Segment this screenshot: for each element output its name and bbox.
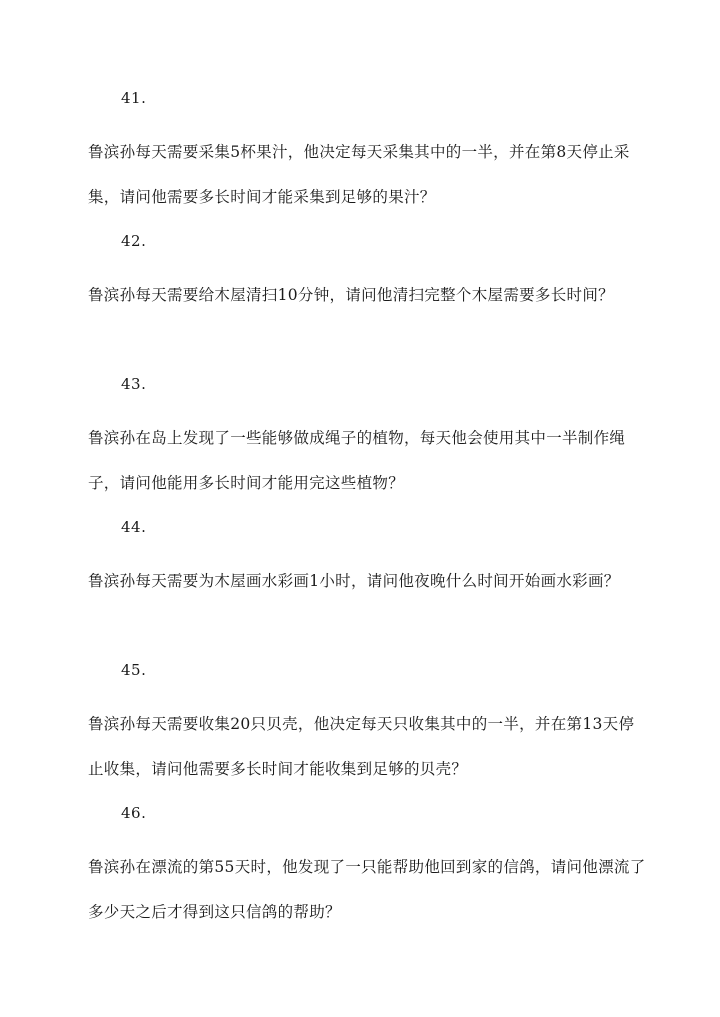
question-number: 43.	[121, 375, 147, 393]
question-number: 45.	[121, 661, 147, 679]
question-42	[88, 231, 648, 318]
question-41	[88, 88, 648, 220]
question-text: 鲁滨孙每天需要收集20只贝壳，他决定每天只收集其中的一半，并在第13天停止收集，请问他需要多长时间才能收集到足够的贝壳？	[88, 715, 635, 778]
question-number: 41.	[121, 89, 147, 107]
question-number: 42.	[121, 232, 147, 250]
question-45	[88, 660, 648, 792]
question-text: 鲁滨孙每天需要为木屋画水彩画1小时，请问他夜晚什么时间开始画水彩画？	[88, 572, 620, 590]
question-text: 鲁滨孙每天需要采集5杯果汁，他决定每天采集其中的一半，并在第8天停止采集，请问他需要多长时间才能采集到足够的果汁？	[88, 143, 630, 206]
question-number: 46.	[121, 804, 147, 822]
question-number: 44.	[121, 518, 147, 536]
question-43	[88, 374, 648, 506]
question-text: 鲁滨孙在岛上发现了一些能够做成绳子的植物，每天他会使用其中一半制作绳子，请问他能用多长时间才能用完这些植物？	[88, 429, 626, 492]
question-text: 鲁滨孙在漂流的第55天时，他发现了一只能帮助他回到家的信鸽，请问他漂流了多少天之后才得到这只信鸽的帮助？	[88, 858, 646, 921]
question-46	[88, 803, 648, 935]
question-44	[88, 517, 648, 604]
question-text: 鲁滨孙每天需要给木屋清扫10分钟，请问他清扫完整个木屋需要多长时间？	[88, 286, 614, 304]
